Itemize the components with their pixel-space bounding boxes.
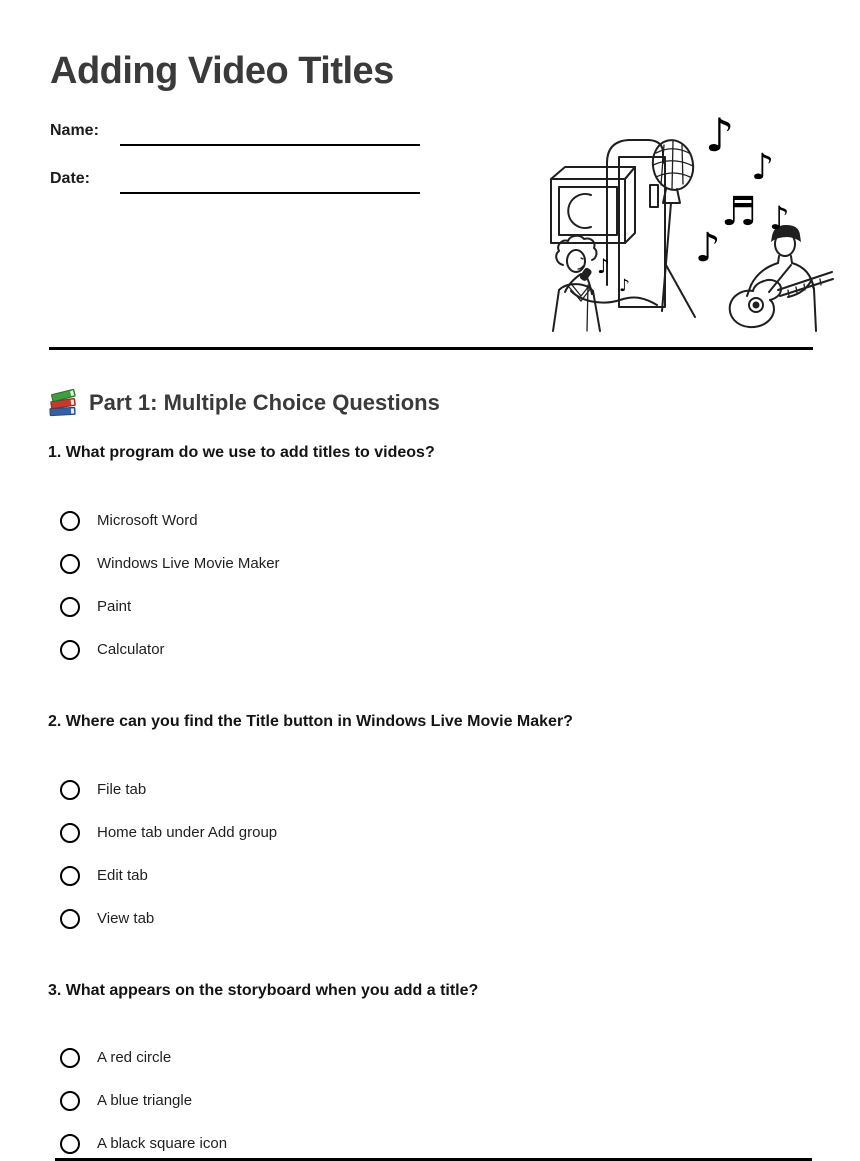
option-label: View tab bbox=[97, 910, 155, 927]
music-note-icon: ♪ bbox=[705, 108, 735, 162]
option-label: Microsoft Word bbox=[97, 512, 198, 529]
music-note-icon: ♪ bbox=[695, 225, 721, 271]
option-row[interactable] bbox=[60, 554, 280, 574]
section-divider bbox=[49, 347, 813, 350]
date-input-line[interactable] bbox=[120, 166, 420, 194]
guitarist-figure bbox=[730, 225, 833, 331]
page-title: Adding Video Titles bbox=[50, 50, 394, 92]
name-field-row bbox=[50, 118, 420, 146]
music-note-icon: ♪ bbox=[597, 254, 610, 278]
option-row[interactable] bbox=[60, 1134, 227, 1154]
radio-button[interactable] bbox=[60, 823, 80, 843]
date-label: Date: bbox=[50, 170, 91, 187]
option-label: Home tab under Add group bbox=[97, 824, 278, 841]
option-label: Edit tab bbox=[97, 867, 148, 884]
music-note-icon: ♪ bbox=[751, 147, 774, 188]
option-row[interactable] bbox=[60, 640, 280, 660]
radio-button[interactable] bbox=[60, 866, 80, 886]
option-label: File tab bbox=[97, 781, 147, 798]
radio-button[interactable] bbox=[60, 1091, 80, 1111]
radio-button[interactable] bbox=[60, 640, 80, 660]
radio-button[interactable] bbox=[60, 554, 80, 574]
question-3-options bbox=[60, 1048, 227, 1161]
option-row[interactable] bbox=[60, 511, 280, 531]
date-field-row bbox=[50, 166, 420, 194]
question-2-options bbox=[60, 780, 277, 952]
option-row[interactable] bbox=[60, 597, 280, 617]
question-3-text: 3. What appears on the storyboard when you add a title? bbox=[48, 982, 479, 999]
question-2-text: 2. Where can you find the Title button in Windows Live Movie Maker? bbox=[48, 713, 573, 730]
singer-figure bbox=[553, 236, 600, 331]
option-row[interactable] bbox=[60, 1048, 227, 1068]
name-label: Name: bbox=[50, 122, 99, 139]
question-1-text: 1. What program do we use to add titles to videos? bbox=[48, 444, 435, 461]
option-label: Calculator bbox=[97, 641, 165, 658]
name-input-line[interactable] bbox=[120, 118, 420, 146]
option-label: A black square icon bbox=[97, 1135, 228, 1152]
option-row[interactable] bbox=[60, 1091, 227, 1111]
option-label: A blue triangle bbox=[97, 1092, 193, 1109]
question-1-options bbox=[60, 511, 280, 683]
karaoke-machine bbox=[551, 140, 665, 307]
music-note-icon: ♪ bbox=[619, 276, 630, 296]
radio-button[interactable] bbox=[60, 511, 80, 531]
option-row[interactable] bbox=[60, 866, 277, 886]
section-heading bbox=[48, 388, 440, 418]
option-label: Paint bbox=[97, 598, 132, 615]
microphone-icon bbox=[649, 137, 697, 317]
music-note-icon: ♪ bbox=[769, 199, 790, 237]
option-label: A red circle bbox=[97, 1049, 172, 1066]
radio-button[interactable] bbox=[60, 597, 80, 617]
option-row[interactable] bbox=[60, 909, 277, 929]
karaoke-illustration bbox=[523, 93, 838, 333]
radio-button[interactable] bbox=[60, 1048, 80, 1068]
music-note-icon: ♬ bbox=[721, 189, 757, 235]
section-title: Part 1: Multiple Choice Questions bbox=[89, 390, 440, 415]
books-icon bbox=[48, 388, 78, 418]
option-label: Windows Live Movie Maker bbox=[97, 555, 280, 572]
option-row[interactable] bbox=[60, 823, 277, 843]
option-row[interactable] bbox=[60, 780, 277, 800]
radio-button[interactable] bbox=[60, 1134, 80, 1154]
radio-button[interactable] bbox=[60, 780, 80, 800]
radio-button[interactable] bbox=[60, 909, 80, 929]
